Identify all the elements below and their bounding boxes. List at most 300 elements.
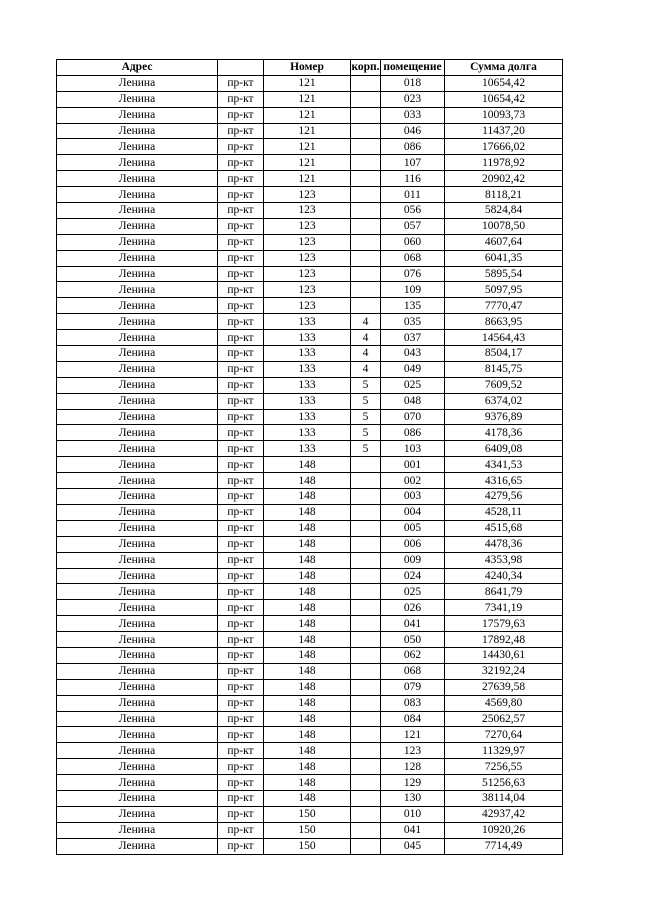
table-row bbox=[57, 663, 563, 679]
header-number: Номер bbox=[264, 60, 351, 76]
cell-street-type: пр-кт bbox=[218, 187, 264, 203]
cell-house-number: 148 bbox=[264, 536, 351, 552]
cell-house-number: 133 bbox=[264, 425, 351, 441]
cell-street: Ленина bbox=[57, 234, 218, 250]
cell-building bbox=[351, 663, 381, 679]
cell-house-number: 121 bbox=[264, 139, 351, 155]
cell-debt-amount: 20902,42 bbox=[445, 171, 563, 187]
cell-premises: 128 bbox=[381, 759, 445, 775]
table-row bbox=[57, 107, 563, 123]
cell-debt-amount: 5895,54 bbox=[445, 266, 563, 282]
cell-premises: 121 bbox=[381, 727, 445, 743]
cell-street: Ленина bbox=[57, 806, 218, 822]
cell-debt-amount: 5824,84 bbox=[445, 203, 563, 219]
cell-street-type: пр-кт bbox=[218, 282, 264, 298]
header-building: корп. bbox=[351, 61, 380, 74]
cell-street-type: пр-кт bbox=[218, 346, 264, 362]
cell-house-number: 148 bbox=[264, 727, 351, 743]
cell-house-number: 123 bbox=[264, 282, 351, 298]
cell-debt-amount: 7341,19 bbox=[445, 600, 563, 616]
cell-premises: 037 bbox=[381, 330, 445, 346]
cell-premises: 083 bbox=[381, 695, 445, 711]
cell-building bbox=[351, 139, 381, 155]
cell-debt-amount: 10078,50 bbox=[445, 218, 563, 234]
cell-house-number: 133 bbox=[264, 377, 351, 393]
cell-street-type: пр-кт bbox=[218, 361, 264, 377]
cell-premises: 062 bbox=[381, 647, 445, 663]
cell-premises: 086 bbox=[381, 425, 445, 441]
cell-street-type: пр-кт bbox=[218, 489, 264, 505]
cell-street-type: пр-кт bbox=[218, 123, 264, 139]
header-debt-amount: Сумма долга bbox=[445, 60, 563, 76]
cell-building bbox=[351, 679, 381, 695]
cell-street: Ленина bbox=[57, 218, 218, 234]
cell-building: 5 bbox=[351, 441, 381, 457]
cell-street-type: пр-кт bbox=[218, 171, 264, 187]
cell-premises: 057 bbox=[381, 218, 445, 234]
table-row bbox=[57, 632, 563, 648]
cell-debt-amount: 7609,52 bbox=[445, 377, 563, 393]
cell-building bbox=[351, 790, 381, 806]
cell-street: Ленина bbox=[57, 600, 218, 616]
cell-debt-amount: 7714,49 bbox=[445, 838, 563, 854]
cell-street-type: пр-кт bbox=[218, 600, 264, 616]
cell-debt-amount: 4569,80 bbox=[445, 695, 563, 711]
cell-street-type: пр-кт bbox=[218, 425, 264, 441]
cell-premises: 060 bbox=[381, 234, 445, 250]
cell-street: Ленина bbox=[57, 298, 218, 314]
cell-house-number: 121 bbox=[264, 91, 351, 107]
cell-premises: 041 bbox=[381, 616, 445, 632]
cell-building: 5 bbox=[351, 409, 381, 425]
cell-house-number: 148 bbox=[264, 663, 351, 679]
cell-street: Ленина bbox=[57, 330, 218, 346]
cell-street: Ленина bbox=[57, 75, 218, 91]
table-row bbox=[57, 361, 563, 377]
cell-premises: 006 bbox=[381, 536, 445, 552]
cell-house-number: 148 bbox=[264, 679, 351, 695]
cell-premises: 056 bbox=[381, 203, 445, 219]
cell-street-type: пр-кт bbox=[218, 75, 264, 91]
cell-premises: 011 bbox=[381, 187, 445, 203]
cell-street: Ленина bbox=[57, 584, 218, 600]
cell-street: Ленина bbox=[57, 250, 218, 266]
table-row bbox=[57, 775, 563, 791]
cell-building bbox=[351, 489, 381, 505]
cell-street: Ленина bbox=[57, 775, 218, 791]
cell-building: 5 bbox=[351, 393, 381, 409]
table-row bbox=[57, 600, 563, 616]
cell-street: Ленина bbox=[57, 171, 218, 187]
cell-house-number: 148 bbox=[264, 743, 351, 759]
cell-street: Ленина bbox=[57, 838, 218, 854]
cell-building bbox=[351, 473, 381, 489]
cell-house-number: 148 bbox=[264, 632, 351, 648]
cell-debt-amount: 4353,98 bbox=[445, 552, 563, 568]
cell-street: Ленина bbox=[57, 504, 218, 520]
cell-premises: 130 bbox=[381, 790, 445, 806]
cell-street-type: пр-кт bbox=[218, 695, 264, 711]
cell-house-number: 148 bbox=[264, 568, 351, 584]
cell-street: Ленина bbox=[57, 663, 218, 679]
cell-debt-amount: 14564,43 bbox=[445, 330, 563, 346]
cell-house-number: 123 bbox=[264, 218, 351, 234]
cell-street: Ленина bbox=[57, 377, 218, 393]
cell-street-type: пр-кт bbox=[218, 679, 264, 695]
cell-debt-amount: 10654,42 bbox=[445, 91, 563, 107]
cell-house-number: 121 bbox=[264, 75, 351, 91]
cell-premises: 001 bbox=[381, 457, 445, 473]
cell-building bbox=[351, 520, 381, 536]
table-row bbox=[57, 282, 563, 298]
cell-street: Ленина bbox=[57, 536, 218, 552]
table-row bbox=[57, 822, 563, 838]
table-row bbox=[57, 91, 563, 107]
table-row bbox=[57, 473, 563, 489]
cell-house-number: 123 bbox=[264, 203, 351, 219]
debt-rows bbox=[57, 75, 563, 854]
table-row bbox=[57, 568, 563, 584]
cell-building bbox=[351, 504, 381, 520]
cell-house-number: 148 bbox=[264, 552, 351, 568]
cell-street: Ленина bbox=[57, 695, 218, 711]
cell-building bbox=[351, 536, 381, 552]
table-row bbox=[57, 441, 563, 457]
cell-street: Ленина bbox=[57, 457, 218, 473]
cell-building bbox=[351, 822, 381, 838]
cell-house-number: 148 bbox=[264, 600, 351, 616]
cell-street: Ленина bbox=[57, 679, 218, 695]
cell-house-number: 133 bbox=[264, 314, 351, 330]
table-row bbox=[57, 330, 563, 346]
table-row bbox=[57, 504, 563, 520]
cell-street-type: пр-кт bbox=[218, 775, 264, 791]
cell-house-number: 148 bbox=[264, 647, 351, 663]
cell-house-number: 150 bbox=[264, 806, 351, 822]
cell-street: Ленина bbox=[57, 520, 218, 536]
cell-premises: 023 bbox=[381, 91, 445, 107]
cell-building bbox=[351, 632, 381, 648]
cell-debt-amount: 17666,02 bbox=[445, 139, 563, 155]
table-row bbox=[57, 457, 563, 473]
cell-street-type: пр-кт bbox=[218, 409, 264, 425]
cell-debt-amount: 11437,20 bbox=[445, 123, 563, 139]
cell-building bbox=[351, 282, 381, 298]
cell-debt-amount: 7770,47 bbox=[445, 298, 563, 314]
cell-street-type: пр-кт bbox=[218, 822, 264, 838]
cell-building bbox=[351, 250, 381, 266]
cell-debt-amount: 8663,95 bbox=[445, 314, 563, 330]
cell-street-type: пр-кт bbox=[218, 520, 264, 536]
table-row bbox=[57, 520, 563, 536]
cell-street-type: пр-кт bbox=[218, 234, 264, 250]
cell-house-number: 133 bbox=[264, 441, 351, 457]
cell-street: Ленина bbox=[57, 155, 218, 171]
cell-debt-amount: 8145,75 bbox=[445, 361, 563, 377]
cell-street-type: пр-кт bbox=[218, 632, 264, 648]
cell-premises: 129 bbox=[381, 775, 445, 791]
cell-building bbox=[351, 584, 381, 600]
cell-premises: 103 bbox=[381, 441, 445, 457]
cell-debt-amount: 11329,97 bbox=[445, 743, 563, 759]
table-row bbox=[57, 711, 563, 727]
table-row bbox=[57, 393, 563, 409]
cell-building bbox=[351, 695, 381, 711]
cell-debt-amount: 6409,08 bbox=[445, 441, 563, 457]
cell-premises: 026 bbox=[381, 600, 445, 616]
cell-debt-amount: 4240,34 bbox=[445, 568, 563, 584]
cell-street: Ленина bbox=[57, 409, 218, 425]
cell-premises: 043 bbox=[381, 346, 445, 362]
debt-table bbox=[56, 59, 563, 855]
cell-house-number: 123 bbox=[264, 234, 351, 250]
cell-house-number: 121 bbox=[264, 123, 351, 139]
cell-street-type: пр-кт bbox=[218, 536, 264, 552]
cell-building bbox=[351, 600, 381, 616]
cell-debt-amount: 42937,42 bbox=[445, 806, 563, 822]
cell-premises: 107 bbox=[381, 155, 445, 171]
cell-street: Ленина bbox=[57, 91, 218, 107]
table-row bbox=[57, 234, 563, 250]
cell-street: Ленина bbox=[57, 790, 218, 806]
cell-debt-amount: 14430,61 bbox=[445, 647, 563, 663]
cell-street-type: пр-кт bbox=[218, 330, 264, 346]
cell-street-type: пр-кт bbox=[218, 759, 264, 775]
cell-street: Ленина bbox=[57, 647, 218, 663]
cell-street-type: пр-кт bbox=[218, 218, 264, 234]
cell-debt-amount: 9376,89 bbox=[445, 409, 563, 425]
cell-street-type: пр-кт bbox=[218, 806, 264, 822]
cell-debt-amount: 27639,58 bbox=[445, 679, 563, 695]
cell-house-number: 133 bbox=[264, 409, 351, 425]
cell-building bbox=[351, 616, 381, 632]
cell-debt-amount: 25062,57 bbox=[445, 711, 563, 727]
cell-street: Ленина bbox=[57, 139, 218, 155]
cell-house-number: 148 bbox=[264, 489, 351, 505]
cell-street: Ленина bbox=[57, 425, 218, 441]
cell-street-type: пр-кт bbox=[218, 139, 264, 155]
cell-street: Ленина bbox=[57, 266, 218, 282]
cell-debt-amount: 4478,36 bbox=[445, 536, 563, 552]
cell-premises: 048 bbox=[381, 393, 445, 409]
cell-street-type: пр-кт bbox=[218, 266, 264, 282]
table-row bbox=[57, 584, 563, 600]
cell-street-type: пр-кт bbox=[218, 393, 264, 409]
table-row bbox=[57, 346, 563, 362]
cell-street-type: пр-кт bbox=[218, 663, 264, 679]
cell-house-number: 133 bbox=[264, 361, 351, 377]
table-row bbox=[57, 743, 563, 759]
cell-street: Ленина bbox=[57, 393, 218, 409]
cell-debt-amount: 10920,26 bbox=[445, 822, 563, 838]
cell-street: Ленина bbox=[57, 123, 218, 139]
cell-building: 5 bbox=[351, 377, 381, 393]
cell-street-type: пр-кт bbox=[218, 473, 264, 489]
table-row bbox=[57, 123, 563, 139]
cell-street-type: пр-кт bbox=[218, 203, 264, 219]
cell-building bbox=[351, 552, 381, 568]
cell-debt-amount: 10654,42 bbox=[445, 75, 563, 91]
cell-building: 4 bbox=[351, 361, 381, 377]
cell-building bbox=[351, 266, 381, 282]
cell-building bbox=[351, 91, 381, 107]
cell-premises: 123 bbox=[381, 743, 445, 759]
cell-debt-amount: 51256,63 bbox=[445, 775, 563, 791]
cell-building bbox=[351, 155, 381, 171]
cell-street: Ленина bbox=[57, 282, 218, 298]
cell-street-type: пр-кт bbox=[218, 584, 264, 600]
cell-street-type: пр-кт bbox=[218, 441, 264, 457]
cell-street: Ленина bbox=[57, 568, 218, 584]
cell-house-number: 121 bbox=[264, 155, 351, 171]
cell-premises: 024 bbox=[381, 568, 445, 584]
table-row bbox=[57, 838, 563, 854]
cell-street-type: пр-кт bbox=[218, 568, 264, 584]
cell-street: Ленина bbox=[57, 632, 218, 648]
cell-premises: 079 bbox=[381, 679, 445, 695]
cell-premises: 050 bbox=[381, 632, 445, 648]
cell-debt-amount: 4178,36 bbox=[445, 425, 563, 441]
cell-premises: 086 bbox=[381, 139, 445, 155]
cell-street-type: пр-кт bbox=[218, 250, 264, 266]
cell-street-type: пр-кт bbox=[218, 298, 264, 314]
header-row bbox=[57, 60, 563, 76]
cell-debt-amount: 4341,53 bbox=[445, 457, 563, 473]
cell-premises: 135 bbox=[381, 298, 445, 314]
cell-building bbox=[351, 234, 381, 250]
table-row bbox=[57, 727, 563, 743]
cell-street: Ленина bbox=[57, 441, 218, 457]
cell-debt-amount: 4279,56 bbox=[445, 489, 563, 505]
table-row bbox=[57, 314, 563, 330]
cell-premises: 116 bbox=[381, 171, 445, 187]
header-address: Адрес bbox=[57, 60, 218, 76]
cell-premises: 033 bbox=[381, 107, 445, 123]
cell-street: Ленина bbox=[57, 743, 218, 759]
cell-debt-amount: 4607,64 bbox=[445, 234, 563, 250]
cell-street: Ленина bbox=[57, 203, 218, 219]
cell-building bbox=[351, 711, 381, 727]
cell-debt-amount: 11978,92 bbox=[445, 155, 563, 171]
cell-street: Ленина bbox=[57, 473, 218, 489]
cell-building bbox=[351, 759, 381, 775]
cell-premises: 070 bbox=[381, 409, 445, 425]
cell-house-number: 148 bbox=[264, 473, 351, 489]
cell-house-number: 121 bbox=[264, 171, 351, 187]
table-row bbox=[57, 298, 563, 314]
cell-house-number: 123 bbox=[264, 266, 351, 282]
cell-street-type: пр-кт bbox=[218, 377, 264, 393]
cell-premises: 009 bbox=[381, 552, 445, 568]
cell-premises: 025 bbox=[381, 584, 445, 600]
cell-premises: 049 bbox=[381, 361, 445, 377]
cell-street: Ленина bbox=[57, 616, 218, 632]
cell-debt-amount: 4528,11 bbox=[445, 504, 563, 520]
table-row bbox=[57, 536, 563, 552]
table-row bbox=[57, 489, 563, 505]
cell-building bbox=[351, 647, 381, 663]
cell-building: 4 bbox=[351, 346, 381, 362]
cell-building bbox=[351, 107, 381, 123]
header-premises: помещение bbox=[381, 60, 445, 76]
table-row bbox=[57, 647, 563, 663]
cell-building: 5 bbox=[351, 425, 381, 441]
cell-street: Ленина bbox=[57, 552, 218, 568]
cell-house-number: 148 bbox=[264, 775, 351, 791]
cell-street-type: пр-кт bbox=[218, 552, 264, 568]
cell-debt-amount: 6374,02 bbox=[445, 393, 563, 409]
cell-debt-amount: 8504,17 bbox=[445, 346, 563, 362]
cell-street-type: пр-кт bbox=[218, 647, 264, 663]
cell-house-number: 148 bbox=[264, 584, 351, 600]
cell-house-number: 123 bbox=[264, 250, 351, 266]
cell-street: Ленина bbox=[57, 187, 218, 203]
cell-street: Ленина bbox=[57, 711, 218, 727]
table-row bbox=[57, 679, 563, 695]
cell-house-number: 148 bbox=[264, 695, 351, 711]
cell-house-number: 148 bbox=[264, 711, 351, 727]
cell-debt-amount: 17892,48 bbox=[445, 632, 563, 648]
cell-street: Ленина bbox=[57, 727, 218, 743]
cell-house-number: 121 bbox=[264, 107, 351, 123]
cell-house-number: 148 bbox=[264, 504, 351, 520]
cell-premises: 068 bbox=[381, 663, 445, 679]
cell-premises: 068 bbox=[381, 250, 445, 266]
cell-premises: 109 bbox=[381, 282, 445, 298]
table-row bbox=[57, 377, 563, 393]
cell-debt-amount: 4316,65 bbox=[445, 473, 563, 489]
cell-street: Ленина bbox=[57, 346, 218, 362]
cell-street-type: пр-кт bbox=[218, 314, 264, 330]
table-row bbox=[57, 759, 563, 775]
table-row bbox=[57, 552, 563, 568]
table-row bbox=[57, 75, 563, 91]
cell-building bbox=[351, 806, 381, 822]
table-row bbox=[57, 266, 563, 282]
cell-street: Ленина bbox=[57, 107, 218, 123]
cell-street-type: пр-кт bbox=[218, 790, 264, 806]
cell-debt-amount: 6041,35 bbox=[445, 250, 563, 266]
cell-house-number: 123 bbox=[264, 298, 351, 314]
cell-premises: 035 bbox=[381, 314, 445, 330]
cell-premises: 005 bbox=[381, 520, 445, 536]
cell-house-number: 133 bbox=[264, 330, 351, 346]
cell-building bbox=[351, 298, 381, 314]
cell-street: Ленина bbox=[57, 822, 218, 838]
table-row bbox=[57, 409, 563, 425]
cell-premises: 045 bbox=[381, 838, 445, 854]
table-row bbox=[57, 425, 563, 441]
cell-premises: 041 bbox=[381, 822, 445, 838]
cell-street-type: пр-кт bbox=[218, 91, 264, 107]
cell-building bbox=[351, 727, 381, 743]
cell-house-number: 123 bbox=[264, 187, 351, 203]
cell-premises: 046 bbox=[381, 123, 445, 139]
cell-house-number: 150 bbox=[264, 838, 351, 854]
cell-house-number: 133 bbox=[264, 393, 351, 409]
table-row bbox=[57, 616, 563, 632]
cell-debt-amount: 8641,79 bbox=[445, 584, 563, 600]
table-row bbox=[57, 250, 563, 266]
cell-building: 4 bbox=[351, 330, 381, 346]
cell-premises: 002 bbox=[381, 473, 445, 489]
table-row bbox=[57, 218, 563, 234]
cell-building bbox=[351, 838, 381, 854]
cell-premises: 084 bbox=[381, 711, 445, 727]
cell-premises: 004 bbox=[381, 504, 445, 520]
cell-house-number: 148 bbox=[264, 457, 351, 473]
cell-premises: 003 bbox=[381, 489, 445, 505]
